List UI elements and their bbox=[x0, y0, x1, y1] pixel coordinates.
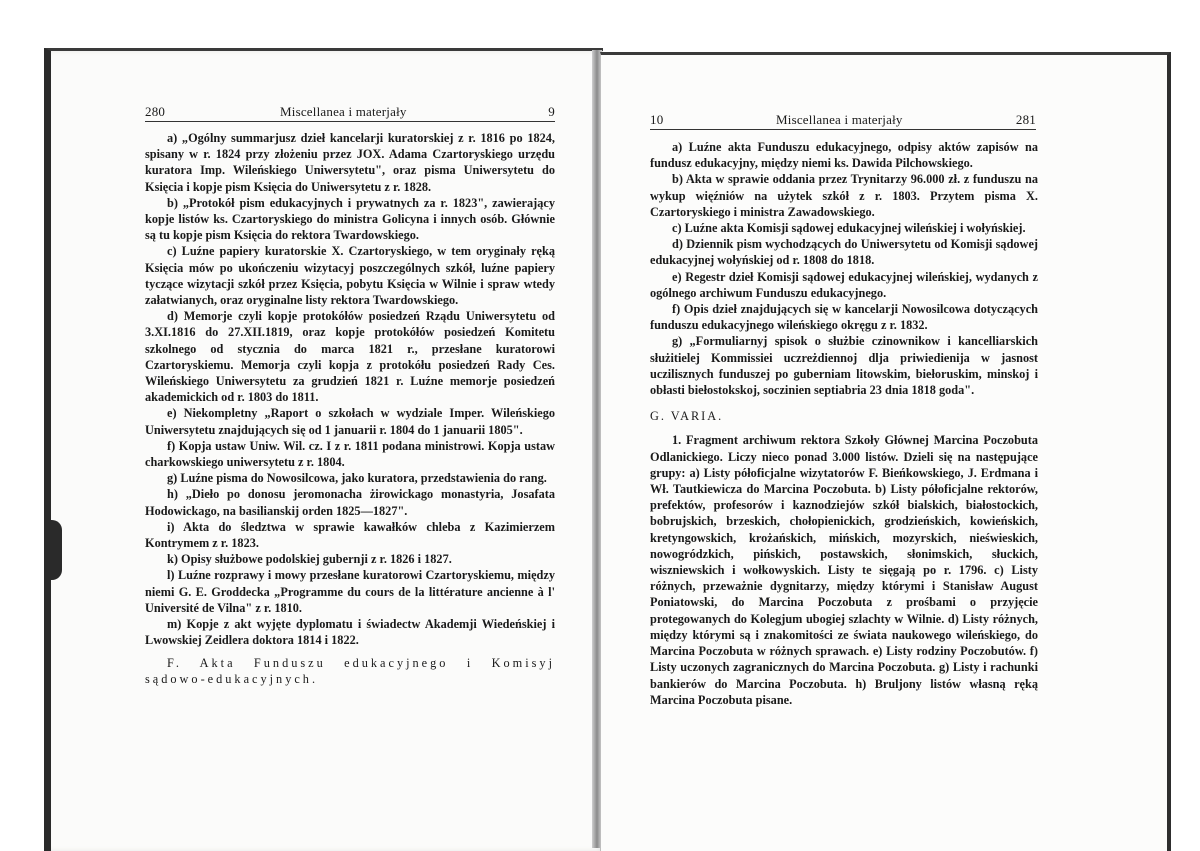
right-page-number: 281 bbox=[1015, 112, 1036, 127]
left-paragraph: k) Opisy służbowe podolskiej gubernji z r. 1826 i 1827. bbox=[167, 552, 452, 567]
left-paragraph: d) Memorje czyli kopje protokółów posiedzeń Rządu Uniwersytetu od 3.XI.1816 do 27.XII.1819, oraz kopje protokółów posiedzeń Komitetu szkolnego od stycznia do marca 1821 r., przesłane kuratorowi Czartoryskiemu. Memorja czyli kopja z protokółu posiedzeń Rady Ces. Wileńskiego Uniwersytetu za grudzień 1821 r. Luźne memorje posiedzeń akademickich od r. 1803 do 1811. bbox=[145, 309, 555, 405]
right-varia-paragraph: 1. Fragment archiwum rektora Szkoły Głównej Marcina Poczobuta Odlanickiego. Liczy nieco ponad 3.000 listów. Dzieli się na następujące grupy: a) Listy półoficjalne wizytatorów F. Bieńkowskiego, J. Erdmana i Wł. Tautkiewicza do Marcina Poczobuta. b) Listy półoficjalne rektorów, prefektów, profesorów i kaznodziejów szkół bialskich, białostockich, bobrujskich, brzeskich, chołopienickich, grodzieńskich, kowieńskich, kretyngowskich, krożańskich, mińskich, mozyrskich, nieświeskich, nowogródzkich, pińskich, postawskich, słonimskich, słuckich, wiszniewskich i wołkowyskich. Listy te sięgają po r. 1796. c) Listy różnych, przeważnie dygnitarzy, między którymi i Stanisław August Poniatowski, do Marcina Poczobuta z prośbami o przyjęcie protegowanych do Kolegjum ubogiej szlachty w Wilnie. d) Listy różnych, między którymi są i znakomitości ze świata naukowego wileńskiego, do Marcina Poczobuta w różnych sprawach. e) Listy rodziny Poczobutów. f) Listy uczonych zagranicznych do Marcina Poczobuta. g) Listy i rachunki bankierów do Marcina Poczobuta. h) Bruljony listów własną ręką Marcina Poczobuta pisane. bbox=[650, 433, 1038, 707]
left-paragraph: h) „Dieło po donosu jeromonacha żirowickago monastyria, Josafata Hodowickago, na basilianskij orden 1825—1827". bbox=[145, 487, 555, 518]
right-paragraph: c) Luźne akta Komisji sądowej edukacyjnej wileńskiej i wołyńskiej. bbox=[672, 221, 1026, 236]
right-paragraph: a) Luźne akta Funduszu edukacyjnego, odpisy aktów zapisów na fundusz edukacyjny, między niemi ks. Dawida Pilchowskiego. bbox=[650, 140, 1038, 171]
right-paragraph: f) Opis dzieł znajdujących się w kancelarji Nowosilcowa dotyczących funduszu edukacyjnego wileńskiego okręgu z r. 1832. bbox=[650, 302, 1038, 333]
left-header-rule bbox=[145, 121, 555, 122]
left-paragraph: a) „Ogólny summarjusz dzieł kancelarji kuratorskiej z r. 1816 po 1824, spisany w r. 1824 przy złożeniu przez JOX. Adama Czartoryskiego urzędu kuratora Imp. Wileńskiego Uniwersytetu", oraz pisma Uniwersytetu do Księcia i kopje pism Księcia do Uniwersytetu z r. 1828. bbox=[145, 131, 555, 194]
right-paragraph: e) Regestr dzieł Komisji sądowej edukacyjnej wileńskiej, wydanych z ogólnego archiwum Funduszu edukacyjnego. bbox=[650, 269, 1038, 300]
left-paragraph: f) Kopja ustaw Uniw. Wil. cz. I z r. 1811 podana ministrowi. Kopja ustaw charkowskiego uniwersytetu z r. 1804. bbox=[145, 438, 555, 470]
right-header-rule bbox=[650, 129, 1036, 130]
right-running-title: Miscellanea i materjały bbox=[776, 112, 903, 127]
left-paragraph: b) „Protokół pism edukacyjnych i prywatnych za r. 1823", zawierający kopje listów ks. Czartoryskiego do ministra Golicyna i innych osób. Głównie są tu kopje pism Księcia do rektora Twardowskiego. bbox=[145, 195, 555, 243]
left-paragraph: m) Kopje z akt wyjęte dyplomatu i świadectw Akademji Wiedeńskiej i Lwowskiej Zeidlera doktora 1814 i 1822. bbox=[145, 617, 555, 648]
right-text-column bbox=[650, 139, 1038, 708]
left-paragraph: g) Luźne pisma do Nowosilcowa, jako kuratora, przedstawienia do rang. bbox=[167, 471, 547, 486]
left-paragraph: e) Niekompletny „Raport o szkołach w wydziale Imper. Wileńskiego Uniwersytetu znajdujących się od 1 januarii r. 1804 do 1 januarii 1805". bbox=[145, 406, 555, 437]
left-sheet-number: 9 bbox=[548, 104, 555, 119]
left-paragraph: c) Luźne papiery kuratorskie X. Czartoryskiego, w tem oryginały ręką Księcia mów po ukończeniu wizytacyj poszczególnych szkół, luźne papiery tyczące wizytacji szkół przez Księcia, pobytu Księcia w Wilnie i spraw wtedy załatwianych, oraz oryginalne listy rektora Twardowskiego. bbox=[145, 244, 555, 308]
right-paragraph: b) Akta w sprawie oddania przez Trynitarzy 96.000 zł. z funduszu na wykup więźniów na użytek szkół z r. 1803. Przytem pisma X. Czartoryskiego i ministra Zawadowskiego. bbox=[650, 172, 1038, 219]
left-running-title: Miscellanea i materjały bbox=[280, 104, 407, 119]
binding-edge bbox=[44, 520, 62, 580]
right-paragraph: g) „Formuliarnyj spisok o służbie czinownikow i kancelliarskich służitielej Kommissiei uczreżdiennoj dlja priwiedienija w jasnost uczilisznych funduszej po guberniam litowskim, biełoruskim, minskoj i obłasti biełostokskoj, soczinien septiabria 23 dnia 1818 goda". bbox=[650, 334, 1038, 398]
left-section-title: F. Akta Funduszu edukacyjnego i Komisyj sądowo-edukacyjnych. bbox=[145, 655, 555, 686]
right-sheet-number: 10 bbox=[650, 112, 664, 127]
left-page-number: 280 bbox=[145, 104, 166, 119]
right-paragraph: d) Dziennik pism wychodzących do Uniwersytetu od Komisji sądowej edukacyjnej wołyńskiej od r. 1808 do 1818. bbox=[650, 237, 1038, 268]
left-paragraph: l) Luźne rozprawy i mowy przesłane kuratorowi Czartoryskiemu, między niemi G. E. Groddecka „Programme du cours de la littérature ancienne à l' Université de Vilna" z r. 1810. bbox=[145, 568, 555, 615]
right-page-header bbox=[650, 112, 1036, 128]
left-paragraph: i) Akta do śledztwa w sprawie kawałków chleba z Kazimierzem Kontrymem z r. 1823. bbox=[145, 519, 555, 551]
left-page-header bbox=[145, 104, 555, 120]
left-text-column bbox=[145, 130, 555, 687]
right-section-title: G. VARIA. bbox=[650, 409, 724, 424]
